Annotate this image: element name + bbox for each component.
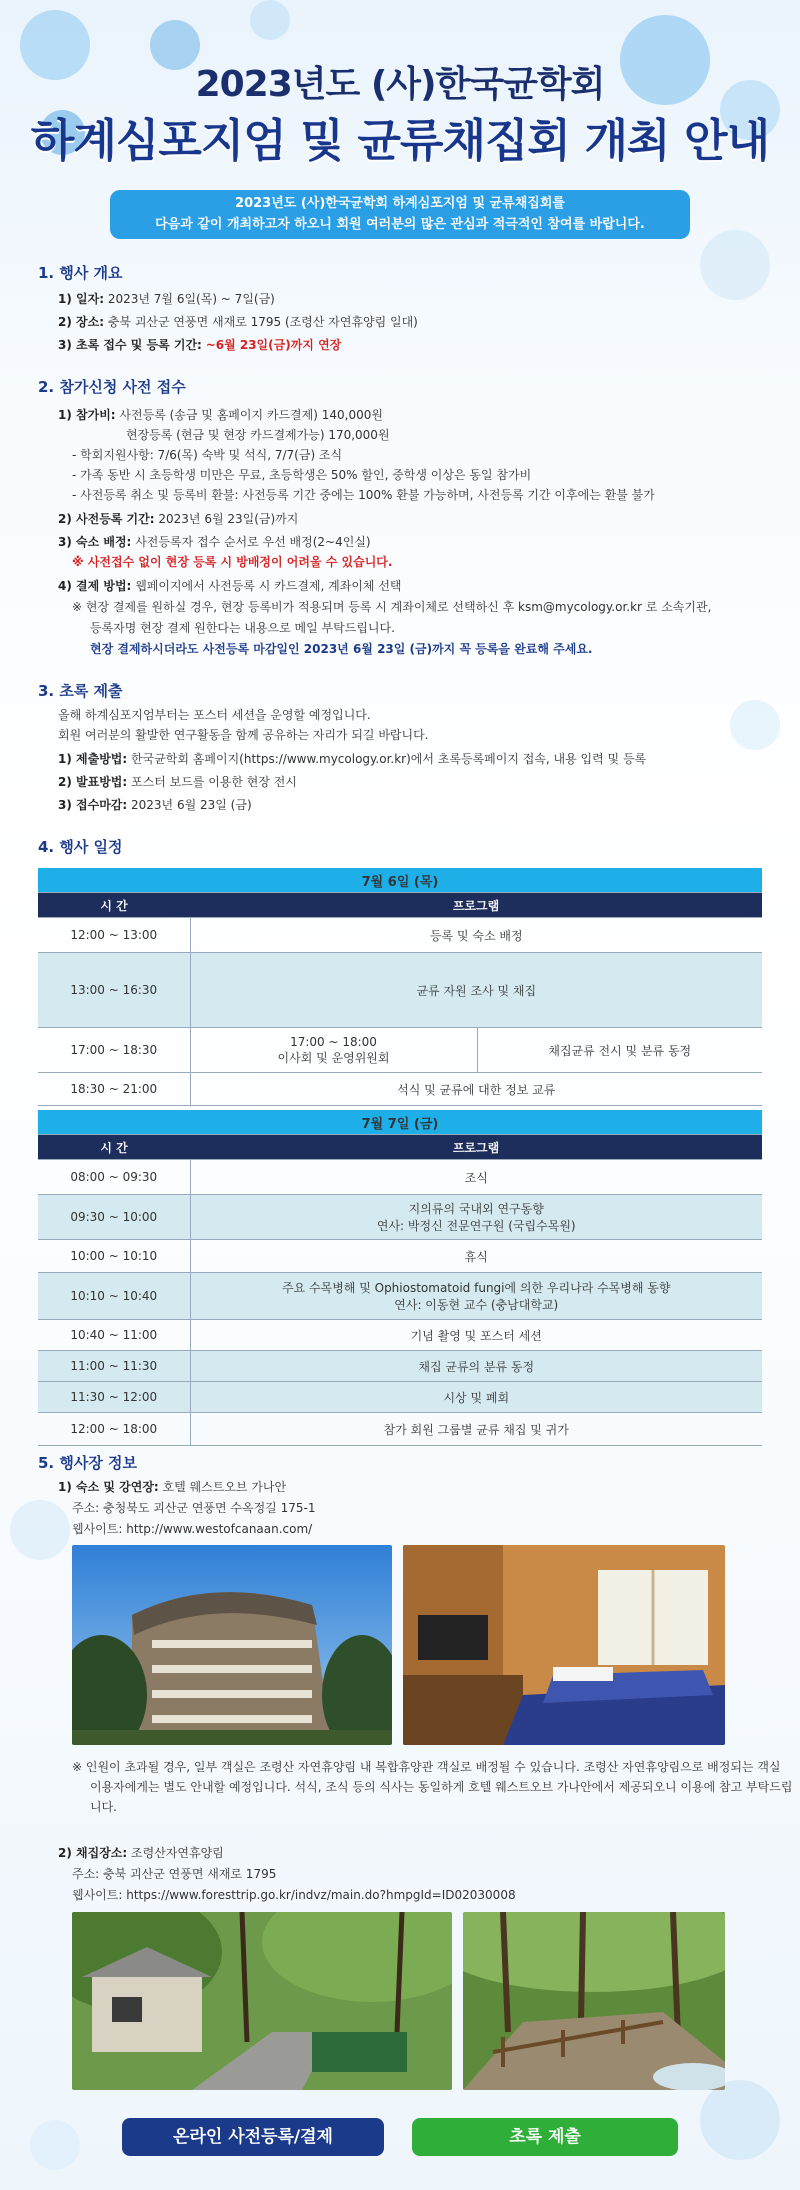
table-row: 11:00 ~ 11:30 채집 균류의 분류 동정 [38, 1351, 762, 1382]
pay-method: 4) 결제 방법: 웹페이지에서 사전등록 시 카드결제, 계좌이체 선택 [58, 579, 402, 593]
table-row: 09:30 ~ 10:00 지의류의 국내외 연구동향 연사: 박정신 전문연구원 (국립수목원) [38, 1195, 762, 1240]
day1-title: 7월 6일 (목) [38, 868, 762, 893]
hotel-note3: 니다. [90, 1800, 117, 1814]
section4-heading: 4. 행사 일정 [38, 838, 123, 856]
abstract-period: 3) 초록 접수 및 등록 기간: ~6월 23일(금)까지 연장 [58, 338, 342, 352]
intro-line2: 다음과 같이 개최하고자 하오니 회원 여러분의 많은 관심과 적극적인 참여를 바랍니다. [155, 217, 645, 232]
title-line1: 2023년도 (사)한국균학회 [195, 64, 605, 105]
hotel-note1: ※ 인원이 초과될 경우, 일부 객실은 조령산 자연휴양림 내 복합휴양관 객실로 배정될 수 있습니다. 조령산 자연휴양림으로 배정되는 객실 [72, 1760, 781, 1774]
bubble-decoration [700, 2080, 780, 2160]
col-time: 시 간 [38, 1135, 190, 1160]
pay-note3: 현장 결제하시더라도 사전등록 마감일인 2023년 6월 23일 (금)까지 꼭 등록을 완료해 주세요. [90, 642, 593, 656]
bubble-decoration [250, 0, 290, 40]
col-program: 프로그램 [190, 1135, 762, 1160]
day2-title: 7월 7일 (금) [38, 1110, 762, 1135]
table-row: 10:00 ~ 10:10 휴식 [38, 1240, 762, 1273]
bubble-decoration [700, 230, 770, 300]
online-register-button[interactable]: 온라인 사전등록/결제 [122, 2118, 384, 2156]
forest-name: 2) 채집장소: 조령산자연휴양림 [58, 1846, 224, 1860]
room-assign: 3) 숙소 배정: 사전등록자 접수 순서로 우선 배정(2~4인실) [58, 535, 371, 549]
table-row: 08:00 ~ 09:30 조식 [38, 1160, 762, 1195]
hotel-address: 주소: 충청북도 괴산군 연풍면 수옥정길 175-1 [72, 1501, 316, 1515]
bubble-decoration [10, 1500, 70, 1560]
hotel-name: 1) 숙소 및 강연장: 호텔 웨스트오브 가나안 [58, 1480, 287, 1494]
hotel-note2: 이용자에게는 별도 안내할 예정입니다. 석식, 조식 등의 식사는 동일하게 호텔 웨스트오브 가나안에서 제공되오니 이용에 참고 부탁드립 [90, 1780, 793, 1794]
schedule-day2-table [38, 1110, 762, 1446]
title-line2: 하계심포지엄 및 균류채집회 개최 안내 [30, 114, 770, 167]
col-time: 시 간 [38, 893, 190, 918]
fee-note2: - 가족 동반 시 초등학생 미만은 무료, 초등학생은 50% 할인, 중학생 이상은 동일 참가비 [72, 468, 532, 482]
table-row: 12:00 ~ 13:00 등록 및 숙소 배정 [38, 918, 762, 953]
table-row: 10:40 ~ 11:00 기념 촬영 및 포스터 세션 [38, 1320, 762, 1351]
section3-heading: 3. 초록 제출 [38, 682, 123, 700]
fee-note3: - 사전등록 취소 및 등록비 환불: 사전등록 기간 중에는 100% 환불 가능하며, 사전등록 기간 이후에는 환불 불가 [72, 488, 655, 502]
abstract-desc2: 회원 여러분의 활발한 연구활동을 함께 공유하는 자리가 되길 바랍니다. [58, 728, 429, 742]
forest-trail-photo [463, 1912, 725, 2090]
hotel-exterior-photo [72, 1545, 392, 1745]
forest-lodge-photo [72, 1912, 452, 2090]
table-row: 10:10 ~ 10:40 주요 수목병해 및 Ophiostomatoid fungi에 의한 우리나라 수목병해 동향 연사: 이동현 교수 (충남대학교) [38, 1273, 762, 1320]
pay-note2: 등록자명 현장 결제 원한다는 내용으로 메일 부탁드립니다. [90, 621, 395, 635]
bubble-decoration [730, 700, 780, 750]
room-warning: ※ 사전접수 없이 현장 등록 시 방배정이 어려울 수 있습니다. [72, 555, 393, 569]
hotel-room-photo [403, 1545, 725, 1745]
table-row: 11:30 ~ 12:00 시상 및 폐회 [38, 1382, 762, 1413]
schedule-day1-table [38, 868, 762, 1106]
table-row: 18:30 ~ 21:00 석식 및 균류에 대한 정보 교류 [38, 1073, 762, 1106]
section5-heading: 5. 행사장 정보 [38, 1454, 138, 1472]
forest-website[interactable]: 웹사이트: https://www.foresttrip.go.kr/indvz/main.do?hmpgId=ID02030008 [72, 1888, 516, 1902]
abstract-submit-button[interactable]: 초록 제출 [412, 2118, 678, 2156]
bubble-decoration [30, 2120, 80, 2170]
table-row: 13:00 ~ 16:30 균류 자원 조사 및 채집 [38, 953, 762, 1028]
intro-line1: 2023년도 (사)한국균학회 하계심포지엄 및 균류채집회를 [235, 196, 565, 211]
forest-address: 주소: 충북 괴산군 연풍면 새재로 1795 [72, 1867, 277, 1881]
col-program: 프로그램 [190, 893, 762, 918]
table-row: 17:00 ~ 18:30 17:00 ~ 18:00 이사회 및 운영위원회 채집균류 전시 및 분류 동정 [38, 1028, 762, 1073]
reg-period: 2) 사전등록 기간: 2023년 6월 23일(금)까지 [58, 512, 299, 526]
fee-line1: 1) 참가비: 사전등록 (송금 및 홈페이지 카드결제) 140,000원 [58, 408, 383, 422]
abstract-desc1: 올해 하계심포지엄부터는 포스터 세션을 운영할 예정입니다. [58, 708, 371, 722]
section1-heading: 1. 행사 개요 [38, 264, 123, 282]
intro-box [110, 190, 690, 239]
event-place: 2) 장소: 충북 괴산군 연풍면 새재로 1795 (조령산 자연휴양림 일대) [58, 315, 418, 329]
submit-deadline: 3) 접수마감: 2023년 6월 23일 (금) [58, 798, 252, 812]
table-row: 12:00 ~ 18:00 참가 회원 그룹별 균류 채집 및 귀가 [38, 1413, 762, 1446]
pay-note1: ※ 현장 결제를 원하실 경우, 현장 등록비가 적용되며 등록 시 계좌이체로 선택하신 후 ksm@mycology.or.kr 로 소속기관, [72, 600, 712, 614]
hotel-website[interactable]: 웹사이트: http://www.westofcanaan.com/ [72, 1522, 313, 1536]
event-date: 1) 일자: 2023년 7월 6일(목) ~ 7일(금) [58, 292, 275, 306]
present-method: 2) 발표방법: 포스터 보드를 이용한 현장 전시 [58, 775, 297, 789]
fee-note1: - 학회지원사항: 7/6(목) 숙박 및 석식, 7/7(금) 조식 [72, 448, 343, 462]
submit-method: 1) 제출방법: 한국균학회 홈페이지(https://www.mycology.or.kr)에서 초록등록페이지 접속, 내용 입력 및 등록 [58, 752, 647, 766]
section2-heading: 2. 참가신청 사전 접수 [38, 378, 186, 396]
fee-line2: 현장등록 (현금 및 현장 카드결제가능) 170,000원 [126, 428, 390, 442]
